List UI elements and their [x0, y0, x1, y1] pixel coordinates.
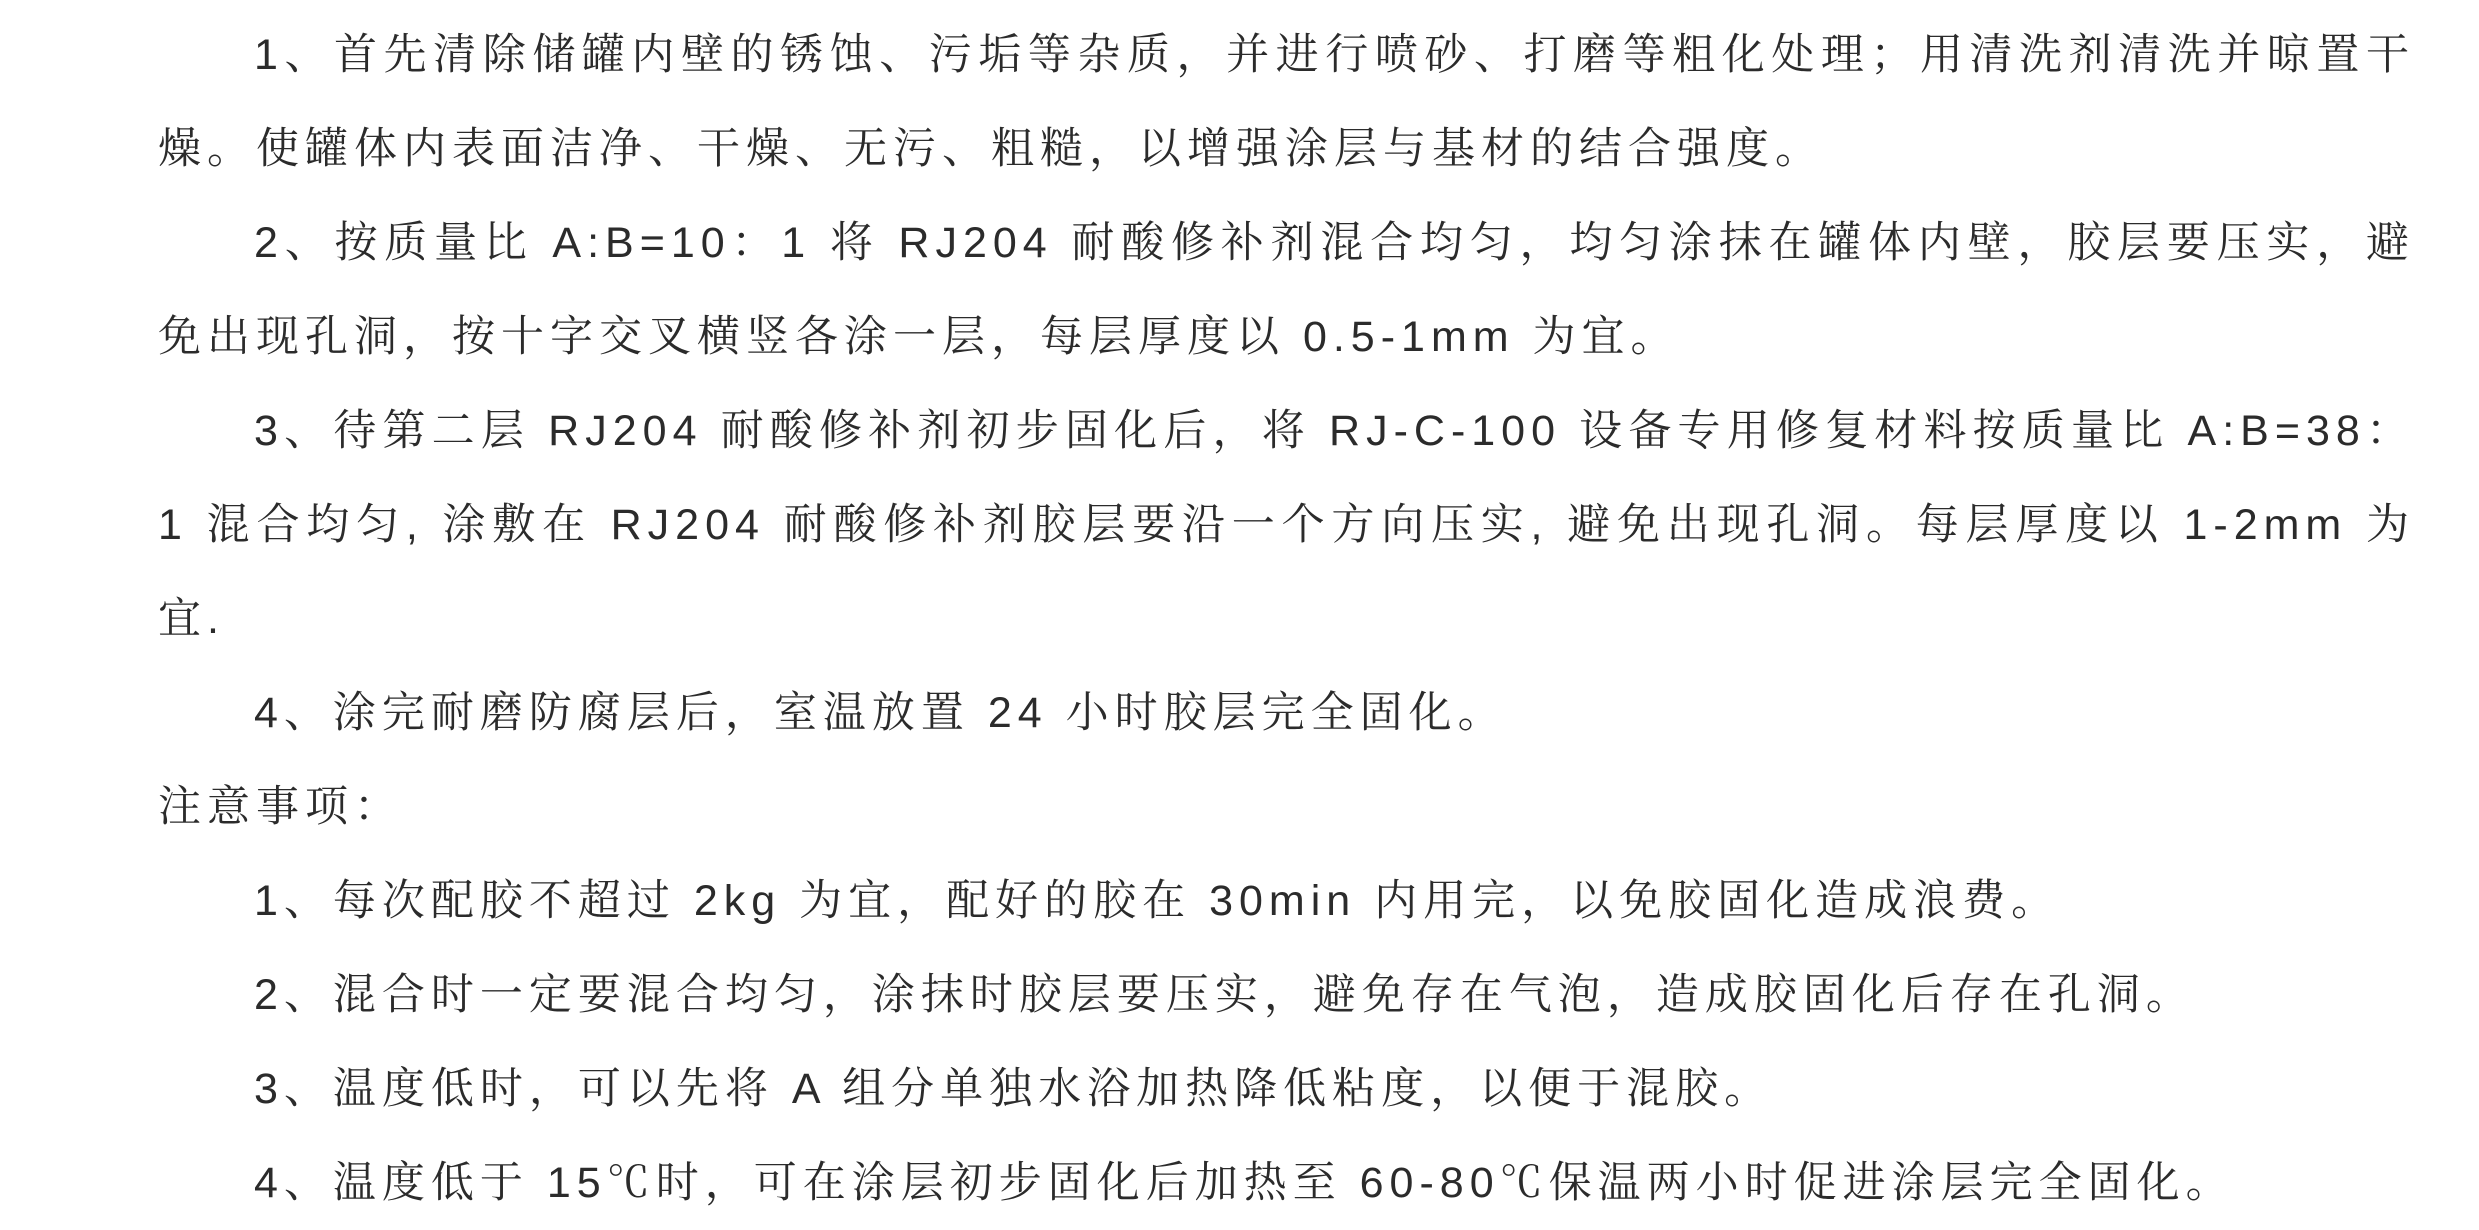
procedure-step-3: 3、待第二层 RJ204 耐酸修补剂初步固化后，将 RJ-C-100 设备专用修复材料按质量比 A:B=38：1 混合均匀, 涂敷在 RJ204 耐酸修补剂胶层要沿一个方向压实, 避免出现孔洞。每层厚度以 1-2mm 为宜. [158, 407, 2415, 643]
note-item-2: 2、混合时一定要混合均匀，涂抹时胶层要压实，避免存在气泡，造成胶固化后存在孔洞。 [254, 971, 2195, 1019]
note-item-4: 4、温度低于 15℃时，可在涂层初步固化后加热至 60-80℃保温两小时促进涂层完全固化。 [254, 1159, 2235, 1207]
note-item-1: 1、每次配胶不超过 2kg 为宜，配好的胶在 30min 内用完，以免胶固化造成浪费。 [254, 877, 2061, 925]
procedure-step-1: 1、首先清除储罐内壁的锈蚀、污垢等杂质，并进行喷砂、打磨等粗化处理；用清洗剂清洗并晾置干燥。使罐体内表面洁净、干燥、无污、粗糙，以增强涂层与基材的结合强度。 [158, 31, 2415, 173]
procedure-step-2: 2、按质量比 A:B=10：1 将 RJ204 耐酸修补剂混合均匀，均匀涂抹在罐体内壁，胶层要压实，避免出现孔洞，按十字交叉横竖各涂一层，每层厚度以 0.5-1mm 为宜。 [158, 219, 2415, 361]
notes-heading: 注意事项： [158, 783, 403, 831]
note-item-3: 3、温度低时，可以先将 A 组分单独水浴加热降低粘度，以便于混胶。 [254, 1065, 1774, 1113]
procedure-step-4: 4、涂完耐磨防腐层后，室温放置 24 小时胶层完全固化。 [254, 689, 1507, 737]
